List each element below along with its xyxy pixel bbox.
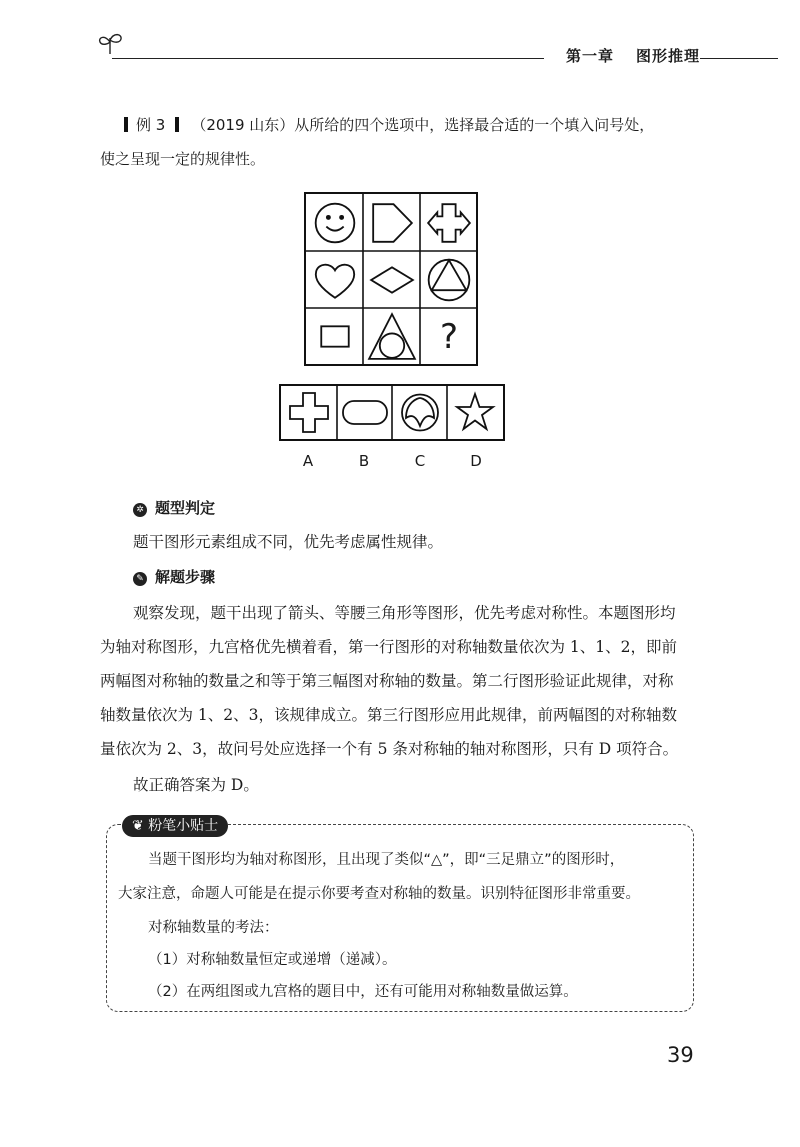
sprout-icon: [96, 30, 126, 58]
option-label-c: C: [414, 452, 426, 470]
steps-line: 量依次为 2、3，故问号处应选择一个有 5 条对称轴的轴对称图形，只有 D 项符合。: [100, 740, 679, 758]
heart-figure: [306, 251, 364, 309]
steps-line: 观察发现，题干出现了箭头、等腰三角形等图形，优先考虑对称性。本题图形均: [133, 604, 676, 622]
tips-line: （2）在两组图或九宫格的题目中，还有可能用对称轴数量做运算。: [148, 984, 578, 1000]
option-a-cross[interactable]: [281, 386, 337, 439]
option-label-d: D: [470, 452, 482, 470]
option-c-circle-shape[interactable]: [392, 386, 448, 439]
type-judgement-text: 题干图形元素组成不同，优先考虑属性规律。: [133, 533, 444, 551]
options-strip: [279, 384, 505, 441]
header-rule-left: [112, 58, 544, 59]
steps-line: 为轴对称图形，九宫格优先横着看，第一行图形的对称轴数量依次为 1、1、2，即前: [100, 638, 678, 656]
smiley-face-figure: [306, 194, 364, 252]
question-mark: ?: [439, 317, 459, 357]
type-title-text: 题型判定: [155, 499, 216, 517]
type-judgement-title: [133, 497, 215, 518]
pencil-icon: ✎: [133, 572, 147, 586]
option-label-b: B: [358, 452, 370, 470]
tips-badge: [122, 815, 228, 837]
example-question-cont: 使之呈现一定的规律性。: [100, 150, 266, 168]
page-number: 39: [667, 1043, 694, 1067]
tips-line: （1）对称轴数量恒定或递增（递减）。: [148, 952, 397, 968]
running-header: [566, 45, 700, 66]
tips-line: 对称轴数量的考法：: [148, 920, 279, 936]
tips-badge-label: 粉笔小贴士: [148, 818, 219, 834]
header-chapter: 第一章: [566, 47, 615, 65]
pentagon-arrow-figure: [363, 194, 421, 252]
puzzle-grid: [304, 192, 478, 366]
example-label: 例 3: [136, 116, 166, 134]
option-b-rounded-rect[interactable]: [337, 386, 393, 439]
rectangle-figure: [306, 308, 364, 366]
circle-in-triangle-figure: [363, 308, 421, 366]
example-question: 从所给的四个选项中，选择最合适的一个填入问号处，: [294, 116, 655, 134]
answer-line: 故正确答案为 D。: [133, 776, 259, 794]
header-rule-right: [700, 58, 778, 59]
steps-line: 轴数量依次为 1、2、3，该规律成立。第三行图形应用此规律，前两幅图的对称轴数: [100, 706, 678, 724]
bracket-mark: [175, 117, 179, 132]
header-section: 图形推理: [636, 47, 701, 65]
tips-line: 当题干图形均为轴对称图形，且出现了类似“△”，即“三足鼎立”的图形时，: [148, 852, 625, 868]
example-source: （2019 山东）: [191, 116, 295, 134]
option-d-star[interactable]: [447, 386, 503, 439]
sprout-icon: ❦: [132, 818, 144, 834]
steps-line: 两幅图对称轴的数量之和等于第三幅图对称轴的数量。第二行图形验证此规律，对称: [100, 672, 674, 690]
rhombus-figure: [363, 251, 421, 309]
triangle-in-circle-figure: [420, 251, 478, 309]
solution-steps-title: [133, 566, 215, 587]
bracket-mark: [124, 117, 128, 132]
option-label-a: A: [302, 452, 314, 470]
tips-line: 大家注意，命题人可能是在提示你要考查对称轴的数量。识别特征图形非常重要。: [118, 886, 640, 902]
double-arrow-figure: [420, 194, 478, 252]
example-heading: [124, 114, 654, 135]
gear-icon: ✲: [133, 503, 147, 517]
steps-title-text: 解题步骤: [155, 568, 216, 586]
